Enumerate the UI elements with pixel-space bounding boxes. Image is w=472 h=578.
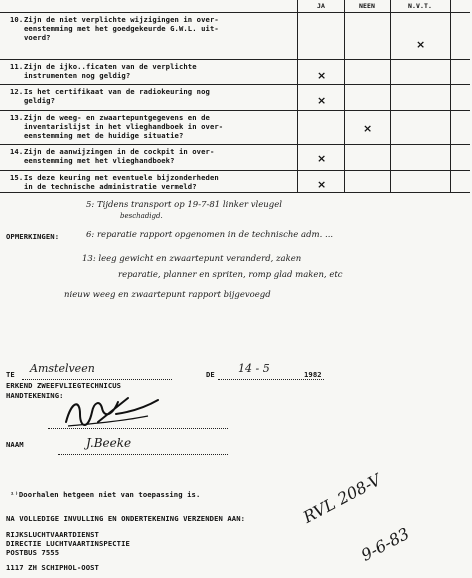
row-question: Zijn de aanwijzingen in de cockpit in over- eenstemming met het vlieghandboek?: [24, 147, 215, 165]
answer-mark: ×: [317, 178, 327, 191]
column-rule: [344, 0, 345, 192]
table-row: [0, 110, 470, 145]
year-value: 1982: [304, 370, 322, 379]
role-line-1: ERKEND ZWEEFVLIEGTECHNICUS: [6, 381, 122, 390]
date-value: 14 - 5: [238, 362, 270, 375]
row-question: Zijn de weeg- en zwaartepuntgegevens en de inventarislijst in het vlieghandboek in over- eenstemming met de huidige situatie?: [24, 113, 224, 140]
address-line: DIRECTIE LUCHTVAARTINSPECTIE: [6, 539, 130, 548]
column-rule: [390, 0, 391, 192]
row-number: 13.: [10, 113, 24, 122]
send-instruction: NA VOLLEDIGE INVULLING EN ONDERTEKENING VERZENDEN AAN:: [6, 514, 246, 523]
address-line: RIJKSLUCHTVAARTDIENST: [6, 530, 99, 539]
row-question: Zijn de ijko..ficaten van de verplichte instrumenten nog geldig?: [24, 62, 197, 80]
table-row: [0, 12, 470, 60]
address-line: POSTBUS 7555: [6, 548, 60, 557]
row-number: 12.: [10, 87, 24, 96]
name-label: NAAM: [6, 440, 24, 449]
date-prefix: DE: [206, 370, 215, 379]
footnote: ¹⁾Doorhalen hetgeen niet van toepassing is.: [10, 490, 201, 499]
row-question: Zijn de niet verplichte wijzigingen in over- eenstemming met het goedgekeurde G.W.L. uit- voerd?: [24, 15, 219, 42]
row-question: Is deze keuring met eventuele bijzonderheden in de technische administratie vermeld?: [24, 173, 219, 191]
table-row: [0, 170, 470, 193]
date-underline: [218, 379, 324, 380]
row-number: 10.: [10, 15, 24, 24]
receipt-annotation: [300, 470, 465, 575]
remark-line: reparatie, planner en spriten, romp glad maken, etc: [118, 270, 343, 280]
place-value: Amstelveen: [30, 362, 95, 375]
header-neen: NEEN: [358, 2, 376, 10]
row-number: 14.: [10, 147, 24, 156]
name-value: J.Beeke: [86, 436, 132, 450]
remark-line: beschadigd.: [120, 212, 163, 220]
row-question: Is het certifikaat van de radiokeuring nog geldig?: [24, 87, 210, 105]
answer-mark: ×: [416, 38, 426, 51]
header-ja: JA: [316, 2, 326, 10]
table-row: [0, 84, 470, 111]
answer-mark: ×: [363, 122, 373, 135]
answer-mark: ×: [317, 69, 327, 82]
column-rule: [450, 0, 451, 192]
place-prefix: TE: [6, 370, 15, 379]
receipt-ref: RVL 208-V: [300, 470, 385, 527]
table-row: [0, 144, 470, 171]
role-line-2: HANDTEKENING:: [6, 391, 64, 400]
address-line: 1117 ZH SCHIPHOL-OOST: [6, 563, 99, 572]
remark-line: nieuw weeg en zwaartepunt rapport bijgevoegd: [64, 290, 271, 300]
answer-mark: ×: [317, 94, 327, 107]
row-number: 11.: [10, 62, 24, 71]
place-underline: [22, 379, 172, 380]
header-nvt: N.V.T.: [407, 2, 433, 10]
answer-mark: ×: [317, 152, 327, 165]
table-row: [0, 59, 470, 85]
remarks-label: OPMERKINGEN:: [6, 232, 60, 241]
receipt-date: 9-6-83: [358, 523, 413, 565]
remark-line: 5: Tijdens transport op 19-7-81 linker vleugel: [86, 200, 282, 210]
remark-line: 13: leeg gewicht en zwaartepunt veranderd, zaken: [82, 254, 302, 264]
name-underline: [58, 454, 228, 455]
column-rule: [297, 0, 298, 192]
row-number: 15.: [10, 173, 24, 182]
remark-line: 6: reparatie rapport opgenomen in de technische adm. ...: [86, 230, 334, 240]
signature-underline: [48, 428, 228, 429]
